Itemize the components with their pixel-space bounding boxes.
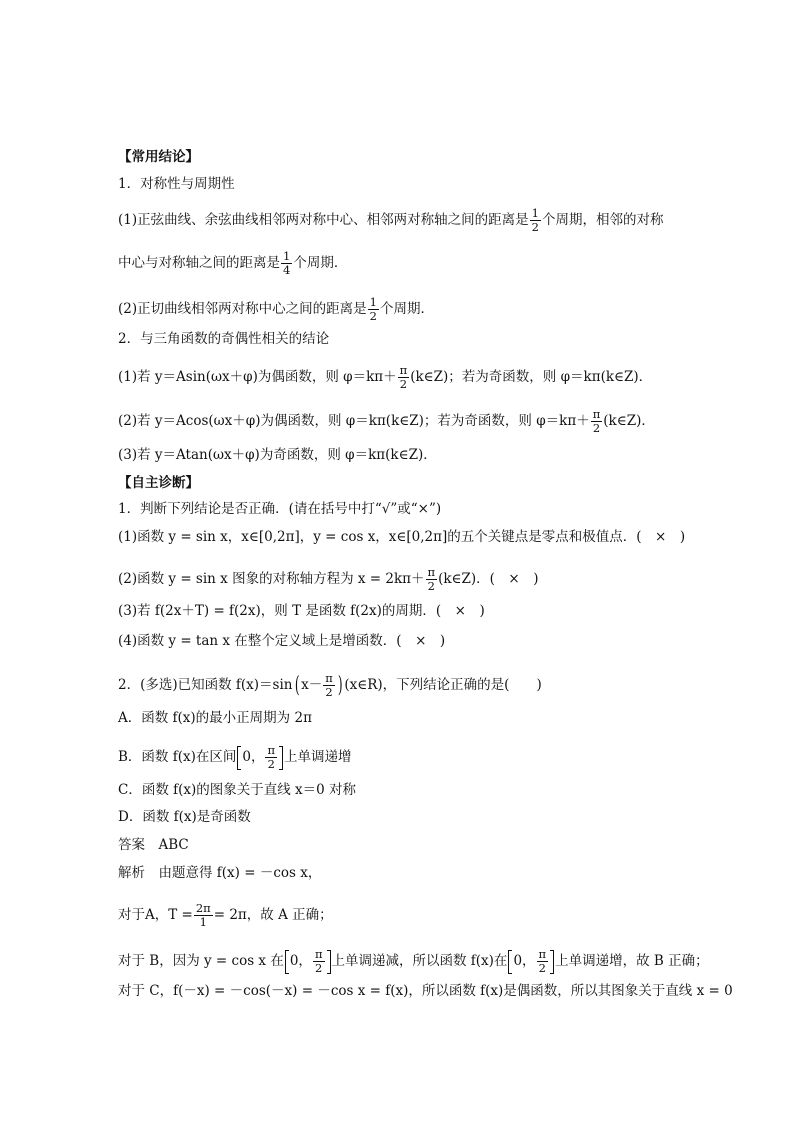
answer: 答案 ABC <box>118 837 189 853</box>
section-header-self-check: 【自主诊断】 <box>118 475 199 491</box>
fraction-pi-over-2: $\frac{\pi}{2}$ <box>592 407 601 435</box>
conclusion-1-title: 1．对称性与周期性 <box>118 176 235 192</box>
conclusion-2-title: 2．与三角函数的奇偶性相关的结论 <box>118 331 330 347</box>
fraction-pi-over-2: $\frac{\pi}{2}$ <box>427 565 436 593</box>
question-1-item-4: (4)函数 y = tan x 在整个定义域上是增函数．( × ) <box>118 633 446 649</box>
solution-line-4: 对于 C，f(－x) = －cos(－x) = －cos x = f(x)，所以函数 f(x)是偶函数，所以其图象关于直线 x = 0 <box>118 983 733 999</box>
conclusion-1-para-1: (1)正弦曲线、余弦曲线相邻两对称中心、相邻两对称轴之间的距离是 $\frac{1}{2}$ 个周期，相邻的对称 <box>118 206 664 234</box>
option-b: B．函数 f(x)在区间 0， $\frac{\pi}{2}$ 上单调递增 <box>118 743 352 771</box>
conclusion-1-para-1-cont: 中心与对称轴之间的距离是 $\frac{1}{4}$ 个周期． <box>118 249 348 277</box>
option-c: C．函数 f(x)的图象关于直线 x＝0 对称 <box>118 782 357 798</box>
conclusion-2-line-1: (1)若 y＝Asin(ωx＋φ)为偶函数，则 φ＝kπ＋ $\frac{\pi}{2}$ (k∈Z)；若为奇函数，则 φ＝kπ(k∈Z)． <box>118 363 653 391</box>
fraction-half: $\frac{1}{2}$ <box>531 206 539 234</box>
conclusion-1-para-2: (2)正切曲线相邻两对称中心之间的距离是 $\frac{1}{2}$ 个周期． <box>118 295 434 323</box>
section-header-common-conclusions: 【常用结论】 <box>118 149 199 165</box>
question-2-stem: 2．(多选)已知函数 f(x)＝sin( x－ $\frac{\pi}{2}$ ) (x∈R)，下列结论正确的是( ) <box>118 671 542 699</box>
solution-line-1: 解析 由题意得 f(x) = －cos x， <box>118 865 322 881</box>
fraction-half: $\frac{1}{2}$ <box>369 295 377 323</box>
fraction-pi-over-2: $\frac{\pi}{2}$ <box>267 743 276 771</box>
fraction-pi-over-2: $\frac{\pi}{2}$ <box>325 671 333 699</box>
conclusion-2-line-2: (2)若 y＝Acos(ωx＋φ)为偶函数，则 φ＝kπ(k∈Z)；若为奇函数，则 φ＝kπ＋ $\frac{\pi}{2}$ (k∈Z)． <box>118 407 655 435</box>
fraction-2pi-over-1: $\frac{2\pi}{1}$ <box>195 901 211 929</box>
fraction-pi-over-2: $\frac{\pi}{2}$ <box>399 363 408 391</box>
option-d: D．函数 f(x)是奇函数 <box>118 809 251 825</box>
question-1-item-2: (2)函数 y = sin x 图象的对称轴方程为 x = 2kπ＋ $\frac{\pi}{2}$ (k∈Z)．( × ) <box>118 565 539 593</box>
solution-line-2: 对于A，T = $\frac{2\pi}{1}$ = 2π，故 A 正确； <box>118 901 333 929</box>
option-a: A．函数 f(x)的最小正周期为 2π <box>118 710 312 726</box>
question-1-item-1: (1)函数 y = sin x，x∈[0,2π]，y = cos x，x∈[0,2π]的五个关键点是零点和极值点．( × ) <box>118 529 686 545</box>
question-1-title: 1．判断下列结论是否正确．(请在括号中打“√”或“×”) <box>118 501 442 517</box>
question-1-item-3: (3)若 f(2x＋T) = f(2x)，则 T 是函数 f(2x)的周期．( × ) <box>118 603 485 619</box>
fraction-pi-over-2: $\frac{\pi}{2}$ <box>538 947 547 975</box>
conclusion-2-line-3: (3)若 y＝Atan(ωx＋φ)为奇函数，则 φ＝kπ(k∈Z)． <box>118 447 437 463</box>
fraction-pi-over-2: $\frac{\pi}{2}$ <box>314 947 323 975</box>
solution-line-3: 对于 B，因为 y = cos x 在 0， $\frac{\pi}{2}$ 上单调递减，所以函数 f(x)在 0， $\frac{\pi}{2}$ 上单调递增，故 B 正确； <box>118 947 709 975</box>
fraction-quarter: $\frac{1}{4}$ <box>283 249 291 277</box>
